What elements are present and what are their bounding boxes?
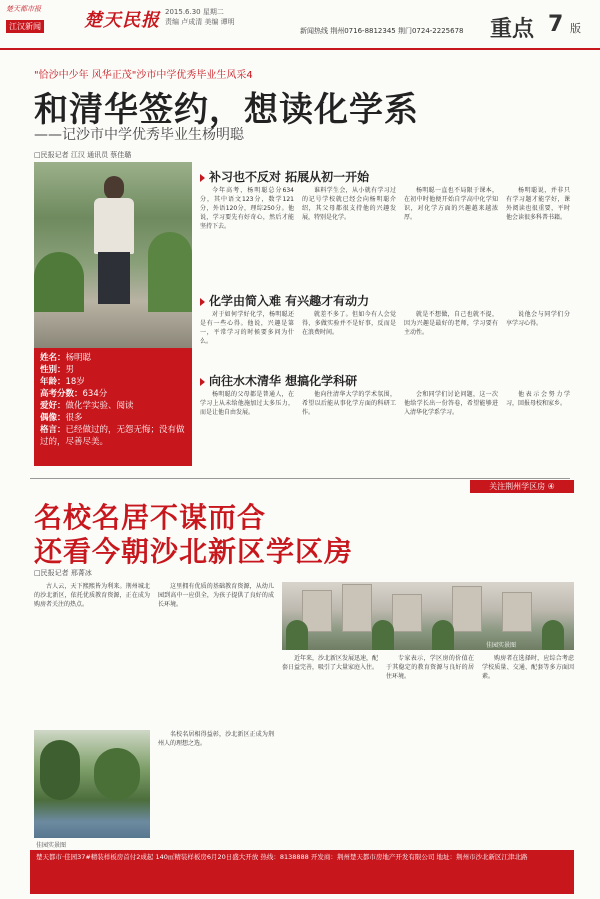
article2-title-line2: 还看今朝沙北新区学区房: [34, 535, 354, 568]
section-tag: 关注荆州学区房 ④: [470, 480, 574, 493]
article1-column: 就差不多了。但如今有人会觉得，多做实验并不是好事，反而是在浪费时间。: [302, 311, 396, 336]
footer-ad: 楚天都市·佳园37#精装样板房首付2成起 140㎡精装样板房6月20日盛大开放 热线：8138888 开发商：荆州楚天都市房地产开发有限公司 地址：荆州市沙北新区江津北路: [30, 850, 574, 894]
subhead-3: 向往水木清华 想搞化学科研: [200, 372, 357, 389]
article1-column: 杨明聪说，并非只有学习题才能学好，课外阅读也很重要，平时他会读很多科普书籍。: [506, 187, 570, 221]
garden-photo: [34, 730, 150, 838]
photo-caption: 佳园实景图: [486, 642, 517, 649]
dateline: [165, 7, 235, 27]
date: 2015.6.30 星期二: [165, 8, 224, 16]
article1-column: 谁料学生会，从小就有学习过的记号学校就已经会向杨明聪介绍，其父母都很支持他的兴趣发展，特别是化学。: [302, 187, 396, 221]
profile-row: 爱好：做化学实验、阅读: [40, 401, 134, 411]
subhead-2: 化学由简入难 有兴趣才有动力: [200, 292, 369, 309]
article1-kicker: "恰沙中少年 风华正茂"沙市中学优秀毕业生风采4: [34, 70, 253, 81]
tree: [432, 620, 454, 650]
section-divider: [30, 478, 570, 479]
article1-subtitle: ——记沙市中学优秀毕业生杨明聪: [34, 127, 244, 143]
article1-column: 就是不想做，自己也就不提，因为兴趣是最好的老师，学习要有主动性。: [404, 311, 498, 336]
student-figure: [86, 176, 142, 306]
masthead-rule: [0, 48, 600, 50]
article2-byline: □民报记者 邢菁冰: [34, 569, 92, 577]
plant-right: [148, 232, 192, 312]
estate-photo: [282, 582, 574, 650]
building: [452, 586, 482, 632]
profile-row: 偶像：很多: [40, 413, 83, 423]
editors: 责编 卢成清 美编 谭明: [165, 18, 235, 26]
plant-left: [34, 252, 84, 312]
profile-row: 姓名：杨明聪: [40, 353, 92, 363]
article1-column: 他表示会努力学习，回报母校和家乡。: [506, 391, 570, 407]
article1-column: 杨明聪的父母都是普通人，在学习上从未给他施加过太多压力，而是让他自由发展。: [200, 391, 294, 416]
profile-box: [34, 348, 192, 466]
profile-row: 年龄：18岁: [40, 377, 85, 387]
article1-column: 今年高考，杨明聪总分634分，其中语文123分，数学121分，外语120分，理综250分。他说，学习要先有好奇心，然后才能坚持下去。: [200, 187, 294, 230]
building: [392, 594, 422, 632]
profile-row: 格言：已经做过的，无怨无悔；没有做过的，尽善尽美。: [40, 425, 185, 447]
photo-caption: 佳园实景图: [36, 842, 67, 849]
building: [342, 584, 372, 632]
edition-badge: 江汉新闻: [6, 20, 44, 33]
article1-byline: □民报记者 江汉 通讯员 蔡佳璐: [34, 151, 132, 159]
portrait-photo: [34, 162, 192, 348]
article1-column: 他向往清华大学的学术氛围，希望以后能从事化学方面的科研工作。: [302, 391, 396, 416]
building: [502, 592, 532, 632]
article2-column: 购房者在选择时，应综合考虑学校质量、交通、配套等多方面因素。: [482, 655, 574, 680]
tree: [286, 620, 308, 650]
article1-column: 会和同学们讨论问题，这一次他给学长出一份答卷，希望能够进入清华化学系学习。: [404, 391, 498, 416]
profile-row: 高考分数：634分: [40, 389, 108, 399]
article1-column: 说他会与同学们分享学习心得。: [506, 311, 570, 327]
profile-row: 性别：男: [40, 365, 75, 375]
paper-name: 楚天民报: [84, 10, 160, 31]
article1-title: 和清华签约，想读化学系: [34, 90, 419, 130]
article2-title-line1: 名校名居不谋而合: [34, 501, 267, 534]
article2-column: 专家表示，学区房的价值在于其稳定的教育资源与良好的居住环境。: [386, 655, 474, 680]
brand-small: 楚天都市报: [6, 5, 41, 13]
page-unit: 版: [570, 22, 581, 35]
article1-column: 杨明聪一直也不局限于课本，在初中时他便开始自学高中化学知识，对化学方面的兴趣越来越浓厚。: [404, 187, 498, 221]
article2-column: 古人云，天下熙熙皆为利来。荆州城北的沙北新区，依托优质教育资源，正在成为购房者关注的热点。: [34, 583, 150, 608]
article1-column: 对于如何学好化学，杨明聪还是有一些心得。他说，兴趣是第一，平常学习的时候要多问为什么。: [200, 311, 294, 345]
logo: [6, 4, 82, 42]
section-title: 重点: [490, 17, 535, 42]
tree: [542, 620, 564, 650]
article2-column: 这里拥有优质的基础教育资源，从幼儿园到高中一应俱全，为孩子提供了良好的成长环境。: [158, 583, 274, 608]
tree: [372, 620, 394, 650]
subhead-1: 补习也不反对 拓展从初一开始: [200, 168, 369, 185]
article2-column: 近年来，沙北新区发展迅速，配套日益完善，吸引了大量家庭入住。: [282, 655, 378, 671]
article2-column: 名校名居相得益彰，沙北新区正成为荆州人的理想之选。: [158, 731, 274, 747]
page-number: 7: [548, 12, 564, 37]
hotline: 新闻热线 荆州0716-8812345 荆门0724-2225678: [300, 27, 464, 35]
